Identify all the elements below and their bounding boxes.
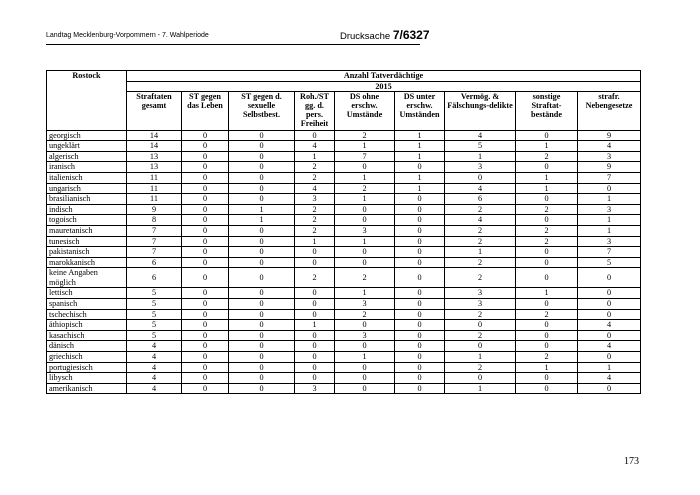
table-cell: 0	[395, 341, 445, 352]
table-cell: 3	[295, 383, 335, 394]
table-cell: 1	[335, 352, 395, 363]
table-cell: 0	[229, 151, 295, 162]
table-cell: 0	[229, 162, 295, 173]
table-cell: 0	[182, 320, 229, 331]
table-cell: 2	[445, 268, 516, 288]
table-row	[47, 352, 641, 363]
table-row	[47, 330, 641, 341]
table-cell: 2	[445, 362, 516, 373]
table-cell: 9	[578, 130, 641, 141]
table-cell: 1	[445, 247, 516, 258]
table-row	[47, 288, 641, 299]
document-number	[340, 28, 430, 42]
table-cell: 1	[229, 204, 295, 215]
table-cell: 0	[578, 352, 641, 363]
table-cell: 0	[445, 172, 516, 183]
table-cell: 0	[229, 194, 295, 205]
table-cell: 6	[445, 194, 516, 205]
table-cell: 0	[295, 257, 335, 268]
table-cell: 1	[516, 172, 578, 183]
row-label: brasilianisch	[47, 194, 127, 205]
table-cell: 3	[578, 151, 641, 162]
table-cell: 6	[127, 268, 182, 288]
table-cell: 4	[127, 362, 182, 373]
row-label: marokkanisch	[47, 257, 127, 268]
table-cell: 4	[445, 215, 516, 226]
table-cell: 0	[395, 352, 445, 363]
table-cell: 0	[395, 268, 445, 288]
table-cell: 0	[182, 352, 229, 363]
table-cell: 1	[335, 172, 395, 183]
table-cell: 0	[295, 299, 335, 310]
table-cell: 1	[395, 141, 445, 152]
table-cell: 1	[335, 141, 395, 152]
table-cell: 0	[516, 341, 578, 352]
table-cell: 0	[229, 172, 295, 183]
table-cell: 0	[516, 194, 578, 205]
row-label: indisch	[47, 204, 127, 215]
table-cell: 0	[516, 257, 578, 268]
table-cell: 1	[295, 151, 335, 162]
table-cell: 1	[395, 151, 445, 162]
row-label: iranisch	[47, 162, 127, 173]
table-cell: 3	[445, 162, 516, 173]
table-cell: 0	[395, 309, 445, 320]
group-header: Anzahl Tatverdächtige	[127, 71, 641, 82]
table-cell: 5	[127, 309, 182, 320]
table-cell: 11	[127, 194, 182, 205]
table-cell: 0	[578, 183, 641, 194]
table-cell: 7	[578, 172, 641, 183]
table-cell: 0	[395, 299, 445, 310]
table-cell: 0	[335, 247, 395, 258]
table-row	[47, 194, 641, 205]
table-cell: 0	[395, 236, 445, 247]
table-cell: 11	[127, 183, 182, 194]
table-cell: 0	[182, 151, 229, 162]
table-cell: 0	[229, 247, 295, 258]
table-cell: 0	[516, 320, 578, 331]
table-cell: 2	[516, 309, 578, 320]
table-cell: 2	[445, 236, 516, 247]
table-cell: 1	[335, 194, 395, 205]
document-header-title: Landtag Mecklenburg-Vorpommern - 7. Wahlperiode	[46, 32, 209, 39]
table-cell: 0	[182, 341, 229, 352]
table-cell: 2	[295, 204, 335, 215]
table-cell: 7	[335, 151, 395, 162]
table-cell: 3	[578, 204, 641, 215]
table-cell: 0	[229, 309, 295, 320]
table-cell: 1	[516, 141, 578, 152]
row-label: tunesisch	[47, 236, 127, 247]
table-cell: 0	[229, 183, 295, 194]
column-header: strafr. Nebengesetze	[578, 92, 641, 130]
table-cell: 0	[395, 215, 445, 226]
table-row	[47, 257, 641, 268]
header-row-year	[47, 81, 641, 92]
table-cell: 0	[182, 194, 229, 205]
table-cell: 0	[295, 352, 335, 363]
table-cell: 0	[578, 268, 641, 288]
row-label: libysch	[47, 373, 127, 384]
table-cell: 2	[445, 225, 516, 236]
table-cell: 0	[182, 204, 229, 215]
table-row	[47, 247, 641, 258]
table-cell: 5	[578, 257, 641, 268]
table-cell: 4	[445, 130, 516, 141]
table-cell: 0	[335, 373, 395, 384]
table-cell: 5	[127, 320, 182, 331]
table-cell: 3	[578, 236, 641, 247]
table-cell: 3	[445, 299, 516, 310]
table-cell: 0	[182, 215, 229, 226]
table-row	[47, 373, 641, 384]
table-cell: 0	[445, 341, 516, 352]
document-number-prefix: Drucksache	[340, 31, 393, 42]
row-label: tschechisch	[47, 309, 127, 320]
table-cell: 0	[335, 383, 395, 394]
table-cell: 13	[127, 151, 182, 162]
table-cell: 4	[127, 383, 182, 394]
table-cell: 0	[229, 373, 295, 384]
table-cell: 0	[295, 373, 335, 384]
table-cell: 0	[182, 257, 229, 268]
column-header: Vermög. & Fälschungs-delikte	[445, 92, 516, 130]
column-header: DS unter erschw. Umständen	[395, 92, 445, 130]
table-cell: 14	[127, 141, 182, 152]
table-cell: 3	[335, 225, 395, 236]
table-row	[47, 299, 641, 310]
table-cell: 0	[182, 225, 229, 236]
table-cell: 2	[295, 172, 335, 183]
table-cell: 0	[229, 362, 295, 373]
row-label: keine Angaben möglich	[47, 268, 127, 288]
table-cell: 11	[127, 172, 182, 183]
row-label: togoisch	[47, 215, 127, 226]
table-cell: 1	[335, 236, 395, 247]
table-cell: 0	[395, 162, 445, 173]
table-cell: 0	[295, 247, 335, 258]
table-row	[47, 236, 641, 247]
table-cell: 1	[395, 183, 445, 194]
column-header: Roh./ST gg. d. pers. Freiheit	[295, 92, 335, 130]
statistics-table	[46, 70, 641, 394]
row-label: pakistanisch	[47, 247, 127, 258]
table-cell: 2	[516, 225, 578, 236]
table-cell: 0	[395, 373, 445, 384]
table-cell: 0	[395, 383, 445, 394]
table-cell: 0	[182, 183, 229, 194]
table-cell: 0	[578, 330, 641, 341]
table-cell: 0	[182, 247, 229, 258]
table-cell: 0	[182, 362, 229, 373]
table-cell: 1	[516, 362, 578, 373]
table-cell: 2	[516, 352, 578, 363]
table-cell: 4	[578, 320, 641, 331]
table-cell: 0	[182, 236, 229, 247]
table-cell: 0	[182, 299, 229, 310]
table-cell: 7	[127, 225, 182, 236]
table-cell: 2	[516, 204, 578, 215]
table-cell: 0	[229, 141, 295, 152]
table-cell: 0	[578, 288, 641, 299]
column-header: ST gegen d. sexuelle Selbstbest.	[229, 92, 295, 130]
header-rule	[46, 44, 420, 45]
table-cell: 1	[229, 215, 295, 226]
table-cell: 0	[395, 225, 445, 236]
table-cell: 0	[229, 288, 295, 299]
table-cell: 0	[229, 130, 295, 141]
column-header: Straftaten gesamt	[127, 92, 182, 130]
table-cell: 1	[578, 362, 641, 373]
table-cell: 0	[182, 309, 229, 320]
table-cell: 0	[395, 320, 445, 331]
table-cell: 1	[395, 130, 445, 141]
table-row	[47, 151, 641, 162]
table-cell: 2	[335, 183, 395, 194]
table-cell: 0	[182, 268, 229, 288]
table-cell: 0	[445, 373, 516, 384]
table-cell: 0	[335, 362, 395, 373]
row-label: portugiesisch	[47, 362, 127, 373]
row-label: kasachisch	[47, 330, 127, 341]
table-cell: 2	[516, 151, 578, 162]
table-cell: 9	[127, 204, 182, 215]
table-cell: 0	[516, 330, 578, 341]
table-cell: 4	[295, 183, 335, 194]
table-cell: 0	[578, 383, 641, 394]
table-cell: 4	[295, 141, 335, 152]
table-cell: 3	[445, 288, 516, 299]
table-cell: 0	[335, 257, 395, 268]
table-cell: 2	[445, 330, 516, 341]
table-cell: 4	[578, 341, 641, 352]
document-number-value: 7/6327	[392, 28, 430, 42]
table-cell: 4	[127, 341, 182, 352]
table-cell: 1	[516, 288, 578, 299]
table-cell: 2	[335, 130, 395, 141]
table-row	[47, 309, 641, 320]
table-cell: 0	[335, 215, 395, 226]
table-row	[47, 383, 641, 394]
table-cell: 0	[335, 162, 395, 173]
table-cell: 0	[229, 352, 295, 363]
table-cell: 5	[127, 299, 182, 310]
table-cell: 0	[335, 204, 395, 215]
table-cell: 1	[295, 320, 335, 331]
header-row-group	[47, 71, 641, 82]
table-cell: 3	[295, 194, 335, 205]
table-cell: 4	[445, 183, 516, 194]
table-cell: 0	[182, 288, 229, 299]
table-cell: 7	[578, 247, 641, 258]
table-row	[47, 215, 641, 226]
table-cell: 2	[295, 225, 335, 236]
table-cell: 0	[395, 247, 445, 258]
table-cell: 1	[445, 383, 516, 394]
table-cell: 9	[578, 162, 641, 173]
row-label: italienisch	[47, 172, 127, 183]
row-label: algerisch	[47, 151, 127, 162]
table-cell: 7	[127, 236, 182, 247]
column-header: sonstige Straftat-bestände	[516, 92, 578, 130]
table-cell: 6	[127, 257, 182, 268]
table-cell: 2	[295, 215, 335, 226]
column-header: ST gegen das Leben	[182, 92, 229, 130]
table-cell: 0	[182, 330, 229, 341]
row-label: spanisch	[47, 299, 127, 310]
table-row	[47, 362, 641, 373]
table-cell: 4	[578, 141, 641, 152]
table-cell: 0	[229, 320, 295, 331]
row-label: griechisch	[47, 352, 127, 363]
row-label: amerikanisch	[47, 383, 127, 394]
table-cell: 0	[182, 130, 229, 141]
table-body	[47, 130, 641, 394]
table-cell: 0	[516, 247, 578, 258]
page-number: 173	[624, 456, 639, 467]
table-cell: 0	[229, 330, 295, 341]
table-cell: 13	[127, 162, 182, 173]
header-row-columns	[47, 92, 641, 130]
table-cell: 1	[335, 288, 395, 299]
table-cell: 2	[295, 162, 335, 173]
table-row	[47, 320, 641, 331]
table-cell: 0	[182, 373, 229, 384]
table-cell: 0	[516, 162, 578, 173]
table-cell: 1	[295, 236, 335, 247]
table-cell: 2	[445, 257, 516, 268]
table-row	[47, 204, 641, 215]
table-cell: 0	[229, 225, 295, 236]
table-cell: 1	[445, 151, 516, 162]
table-cell: 0	[578, 299, 641, 310]
table-cell: 8	[127, 215, 182, 226]
table-cell: 0	[182, 172, 229, 183]
table-cell: 0	[295, 130, 335, 141]
table-cell: 2	[445, 309, 516, 320]
table-cell: 0	[395, 362, 445, 373]
row-label: dänisch	[47, 341, 127, 352]
table-cell: 1	[578, 225, 641, 236]
table-cell: 1	[516, 183, 578, 194]
table-cell: 0	[395, 288, 445, 299]
table-cell: 5	[127, 330, 182, 341]
table-cell: 0	[295, 330, 335, 341]
row-label: ungarisch	[47, 183, 127, 194]
table-cell: 4	[127, 352, 182, 363]
table-cell: 1	[578, 215, 641, 226]
table-cell: 0	[395, 204, 445, 215]
row-label: lettisch	[47, 288, 127, 299]
table-cell: 0	[295, 309, 335, 320]
row-label: ungeklärt	[47, 141, 127, 152]
table-cell: 2	[295, 268, 335, 288]
table-cell: 4	[127, 373, 182, 384]
corner-header: Rostock	[47, 71, 127, 131]
table-cell: 0	[182, 383, 229, 394]
table-cell: 0	[295, 341, 335, 352]
table-cell: 0	[395, 194, 445, 205]
table-row	[47, 183, 641, 194]
row-label: äthiopisch	[47, 320, 127, 331]
table-row	[47, 162, 641, 173]
table-row	[47, 130, 641, 141]
table-cell: 1	[395, 172, 445, 183]
table-cell: 0	[229, 299, 295, 310]
table-row	[47, 141, 641, 152]
table-row	[47, 172, 641, 183]
table-cell: 2	[445, 204, 516, 215]
row-label: mauretanisch	[47, 225, 127, 236]
table-cell: 2	[516, 236, 578, 247]
table-cell: 0	[578, 309, 641, 320]
table-cell: 0	[516, 373, 578, 384]
table-cell: 0	[295, 288, 335, 299]
table-cell: 2	[335, 309, 395, 320]
table-row	[47, 268, 641, 288]
table-cell: 7	[127, 247, 182, 258]
column-header: DS ohne erschw. Umstände	[335, 92, 395, 130]
table-cell: 14	[127, 130, 182, 141]
table-cell: 0	[516, 130, 578, 141]
table-cell: 0	[395, 330, 445, 341]
table-cell: 1	[445, 352, 516, 363]
table-cell: 0	[229, 257, 295, 268]
table-cell: 3	[335, 330, 395, 341]
table-cell: 0	[516, 299, 578, 310]
table-cell: 1	[578, 194, 641, 205]
year-header: 2015	[127, 81, 641, 92]
table-cell: 0	[516, 215, 578, 226]
table-row	[47, 341, 641, 352]
row-label: georgisch	[47, 130, 127, 141]
table-cell: 0	[229, 383, 295, 394]
table-cell: 5	[127, 288, 182, 299]
table-cell: 0	[229, 341, 295, 352]
table-cell: 0	[335, 341, 395, 352]
table-cell: 0	[229, 236, 295, 247]
table-cell: 0	[516, 383, 578, 394]
table-cell: 0	[295, 362, 335, 373]
table-cell: 0	[395, 257, 445, 268]
table-row	[47, 225, 641, 236]
table-cell: 0	[229, 268, 295, 288]
table-cell: 0	[445, 320, 516, 331]
table-cell: 2	[335, 268, 395, 288]
table-cell: 4	[578, 373, 641, 384]
table-cell: 5	[445, 141, 516, 152]
table-cell: 0	[182, 141, 229, 152]
table-cell: 0	[182, 162, 229, 173]
table-cell: 0	[335, 320, 395, 331]
table-cell: 3	[335, 299, 395, 310]
table-cell: 0	[516, 268, 578, 288]
